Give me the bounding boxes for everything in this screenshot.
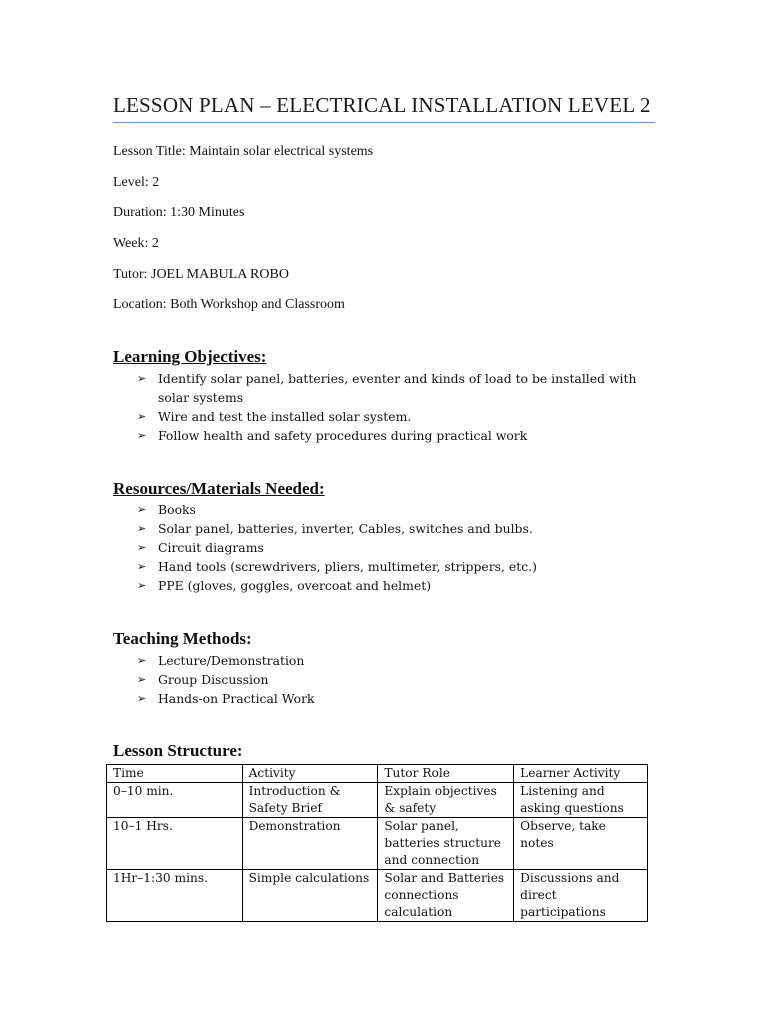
list-item-text: Hand tools (screwdrivers, pliers, multimeter, strippers, etc.) bbox=[158, 559, 537, 574]
table-cell: 0–10 min. bbox=[107, 783, 243, 818]
list-item-text: Wire and test the installed solar system. bbox=[158, 409, 412, 424]
column-header: Tutor Role bbox=[378, 765, 514, 783]
arrow-bullet-icon: ➢ bbox=[137, 410, 147, 423]
list-item-text: Identify solar panel, batteries, eventer and kinds of load to be installed with solar systems bbox=[158, 371, 637, 405]
table-cell: Simple calculations bbox=[242, 870, 378, 922]
list-item bbox=[137, 407, 658, 426]
arrow-bullet-icon: ➢ bbox=[137, 503, 147, 516]
list-item bbox=[137, 670, 658, 689]
learning-objectives-list bbox=[137, 369, 658, 445]
teaching-methods-heading: Teaching Methods: bbox=[113, 629, 252, 648]
list-item bbox=[137, 538, 658, 557]
list-item bbox=[137, 576, 658, 595]
list-item bbox=[137, 651, 658, 670]
lesson-title-line: Lesson Title: Maintain solar electrical systems bbox=[113, 144, 374, 159]
table-cell: Demonstration bbox=[242, 818, 378, 870]
arrow-bullet-icon: ➢ bbox=[137, 579, 147, 592]
week-line: Week: 2 bbox=[113, 236, 159, 251]
duration-line: Duration: 1:30 Minutes bbox=[113, 205, 245, 220]
table-cell: 10–1 Hrs. bbox=[107, 818, 243, 870]
document-title: LESSON PLAN – ELECTRICAL INSTALLATION LEVEL 2 bbox=[113, 93, 651, 117]
list-item bbox=[137, 689, 658, 708]
arrow-bullet-icon: ➢ bbox=[137, 522, 147, 535]
column-header: Learner Activity bbox=[514, 765, 648, 783]
table-row bbox=[107, 818, 648, 870]
table-cell: Solar panel, batteries structure and connection bbox=[378, 818, 514, 870]
location-line: Location: Both Workshop and Classroom bbox=[113, 297, 345, 312]
list-item-text: Group Discussion bbox=[158, 672, 269, 687]
arrow-bullet-icon: ➢ bbox=[137, 429, 147, 442]
list-item-text: Books bbox=[158, 502, 196, 517]
table-header-row bbox=[107, 765, 648, 783]
list-item-text: Solar panel, batteries, inverter, Cables, switches and bulbs. bbox=[158, 521, 533, 536]
arrow-bullet-icon: ➢ bbox=[137, 372, 147, 385]
list-item-text: Hands-on Practical Work bbox=[158, 691, 315, 706]
learning-objectives-heading: Learning Objectives: bbox=[113, 347, 267, 366]
arrow-bullet-icon: ➢ bbox=[137, 673, 147, 686]
resources-list bbox=[137, 500, 658, 595]
list-item bbox=[137, 519, 658, 538]
table-row bbox=[107, 783, 648, 818]
table-cell: 1Hr–1:30 mins. bbox=[107, 870, 243, 922]
table-row bbox=[107, 870, 648, 922]
column-header: Time bbox=[107, 765, 243, 783]
level-line: Level: 2 bbox=[113, 175, 160, 190]
resources-heading: Resources/Materials Needed: bbox=[113, 479, 325, 498]
lesson-structure-table bbox=[106, 764, 648, 922]
lesson-structure-heading: Lesson Structure: bbox=[113, 741, 243, 760]
tutor-line: Tutor: JOEL MABULA ROBO bbox=[113, 267, 289, 282]
list-item-text: Lecture/Demonstration bbox=[158, 653, 305, 668]
table-cell: Solar and Batteries connections calculation bbox=[378, 870, 514, 922]
list-item bbox=[137, 557, 658, 576]
list-item bbox=[137, 369, 658, 407]
arrow-bullet-icon: ➢ bbox=[137, 541, 147, 554]
table-cell: Introduction & Safety Brief bbox=[242, 783, 378, 818]
arrow-bullet-icon: ➢ bbox=[137, 560, 147, 573]
teaching-methods-list bbox=[137, 651, 658, 708]
table-cell: Observe, take notes bbox=[514, 818, 648, 870]
list-item-text: Follow health and safety procedures during practical work bbox=[158, 428, 528, 443]
arrow-bullet-icon: ➢ bbox=[137, 654, 147, 667]
list-item-text: Circuit diagrams bbox=[158, 540, 264, 555]
table-cell: Discussions and direct participations bbox=[514, 870, 648, 922]
column-header: Activity bbox=[242, 765, 378, 783]
list-item bbox=[137, 500, 658, 519]
table-cell: Explain objectives & safety bbox=[378, 783, 514, 818]
title-divider bbox=[113, 122, 655, 123]
list-item bbox=[137, 426, 658, 445]
arrow-bullet-icon: ➢ bbox=[137, 692, 147, 705]
table-cell: Listening and asking questions bbox=[514, 783, 648, 818]
list-item-text: PPE (gloves, goggles, overcoat and helmet) bbox=[158, 578, 432, 593]
